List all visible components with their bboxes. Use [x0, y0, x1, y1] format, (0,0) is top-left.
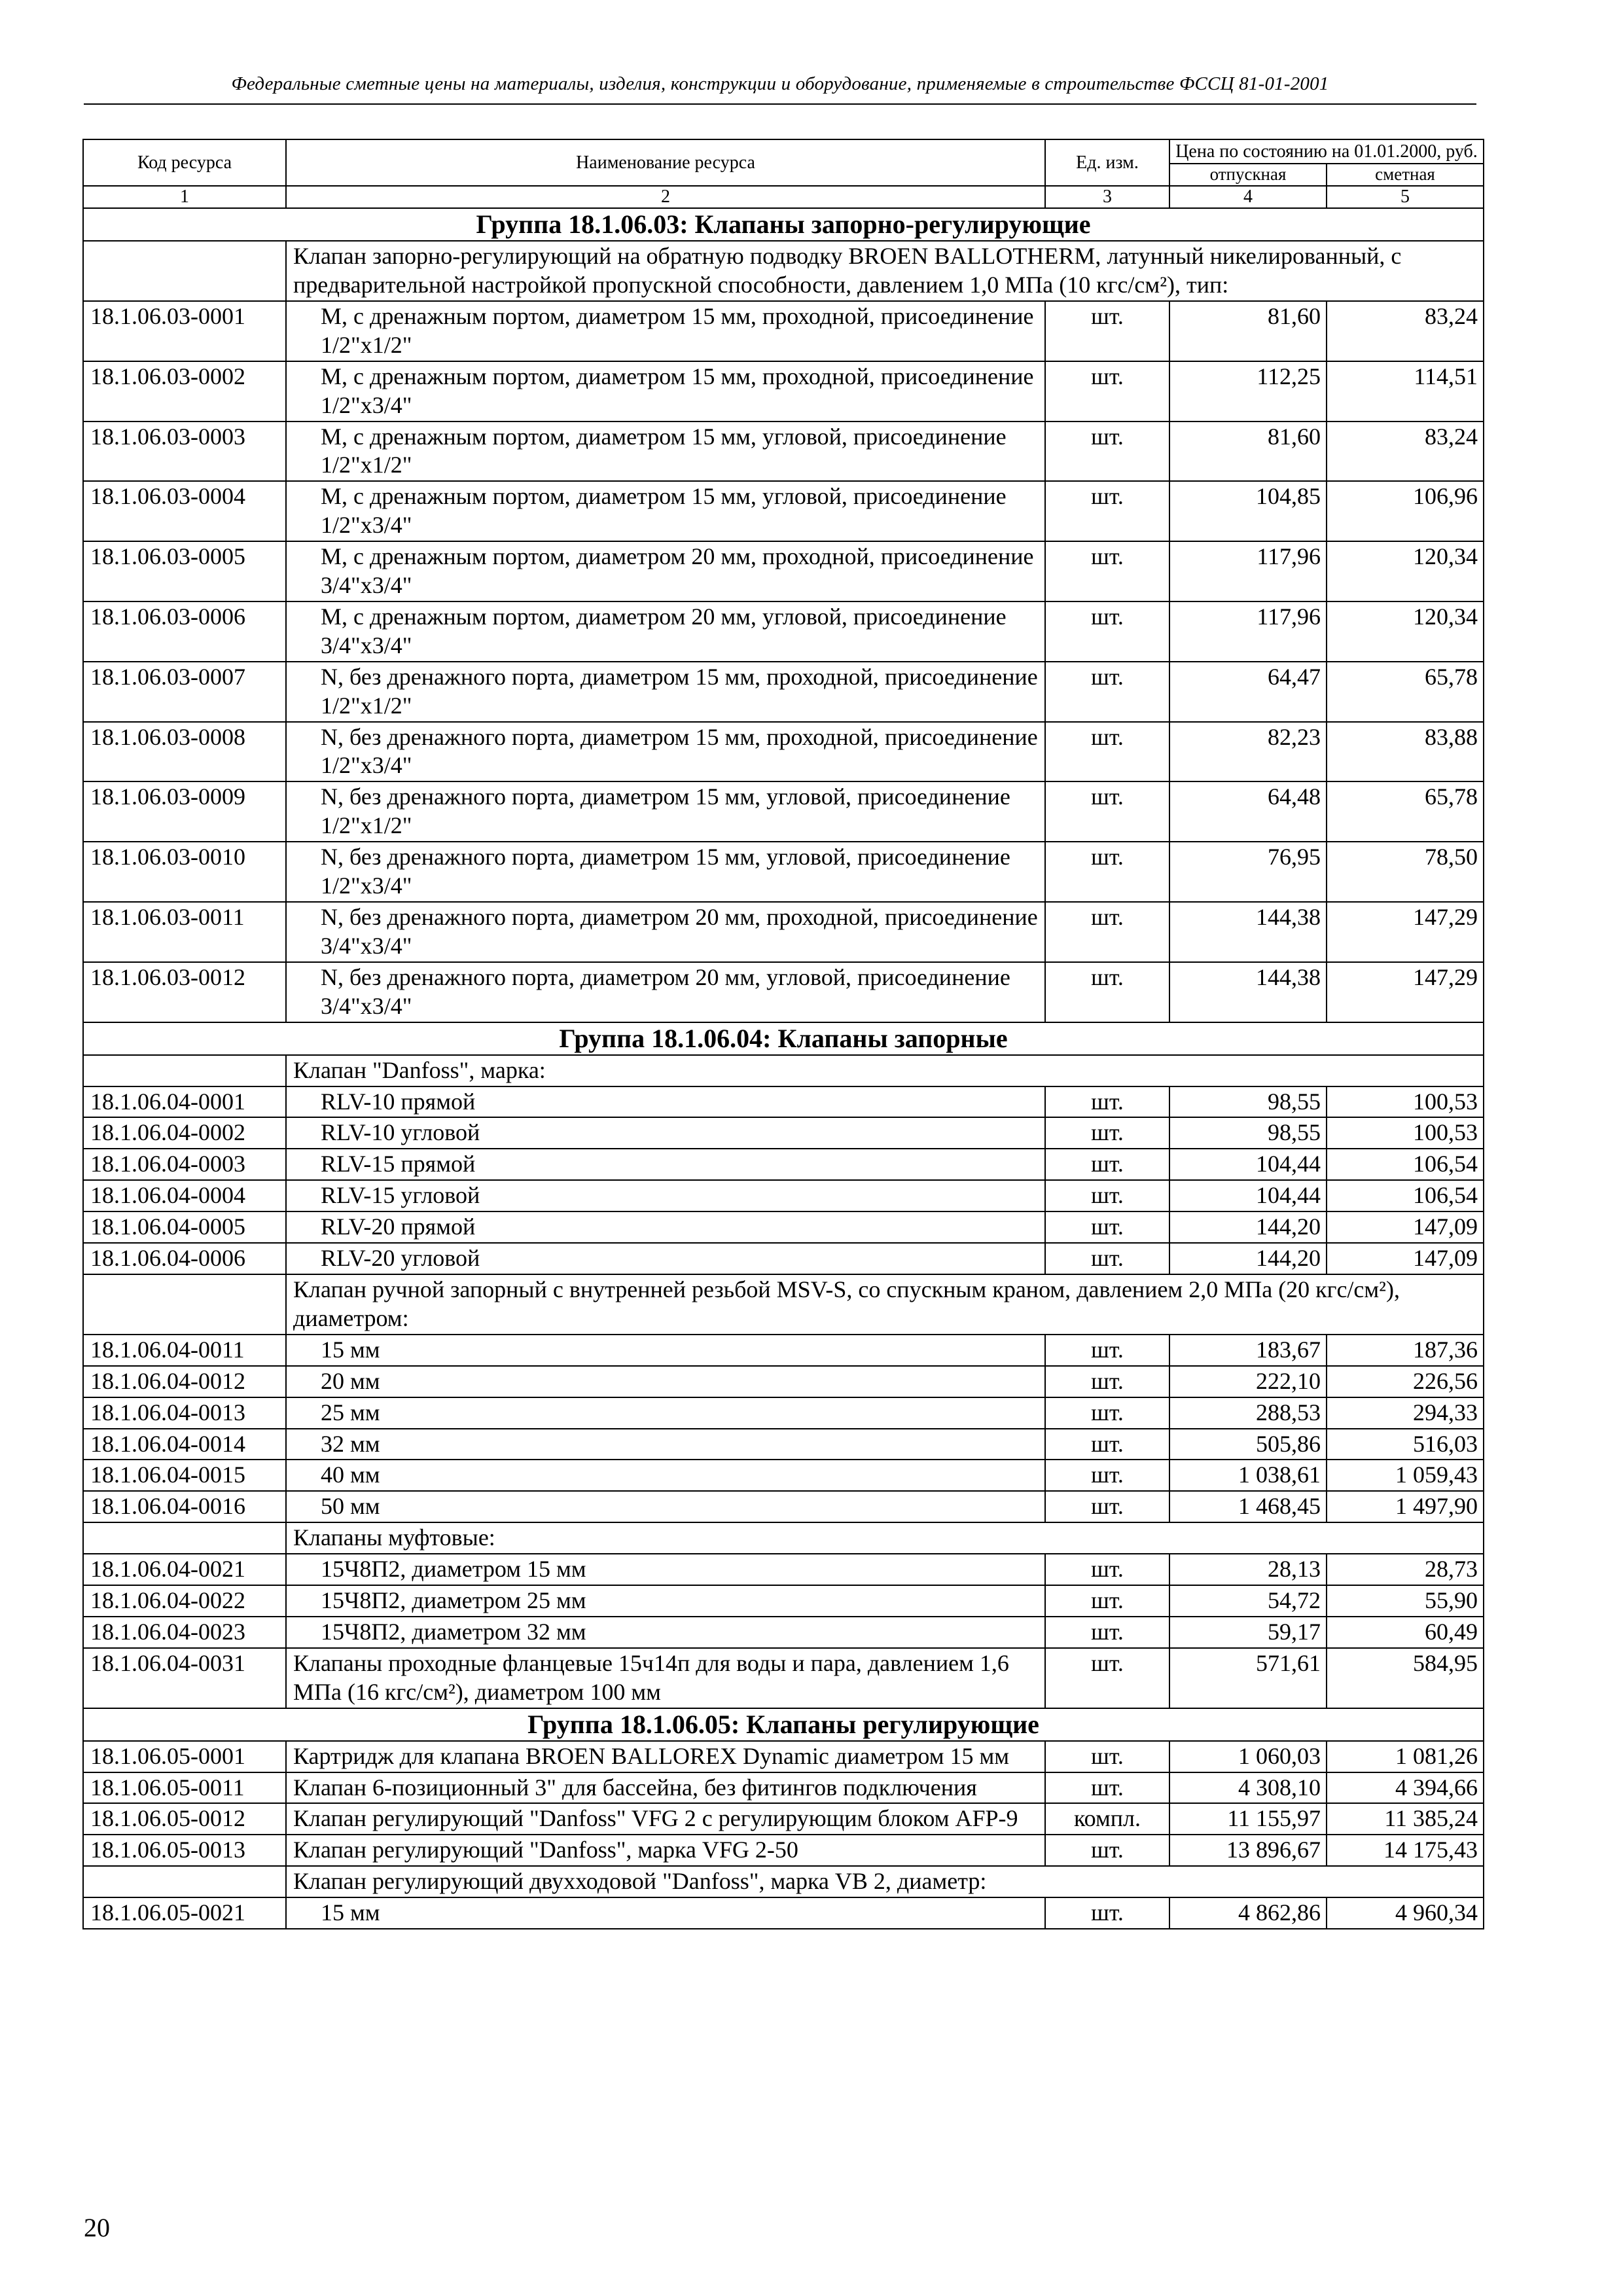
release-price: 144,38 — [1169, 962, 1327, 1022]
resource-code: 18.1.06.04-0003 — [83, 1149, 286, 1180]
resource-name: RLV-10 угловой — [286, 1117, 1045, 1149]
resource-code: 18.1.06.03-0003 — [83, 422, 286, 482]
resource-name: M, с дренажным портом, диаметром 15 мм, угловой, присоединение 1/2"x1/2" — [286, 422, 1045, 482]
resource-code: 18.1.06.04-0015 — [83, 1460, 286, 1491]
resource-code: 18.1.06.04-0005 — [83, 1211, 286, 1243]
column-header-unit: Ед. изм. — [1045, 139, 1169, 186]
unit-of-measure: шт. — [1045, 1897, 1169, 1929]
resource-code: 18.1.06.05-0011 — [83, 1772, 286, 1804]
unit-of-measure: шт. — [1045, 902, 1169, 962]
subgroup-intro-row — [83, 1274, 1484, 1335]
estimate-price: 584,95 — [1327, 1648, 1484, 1708]
table-row — [83, 781, 1484, 842]
table-row — [83, 1741, 1484, 1772]
estimate-price: 187,36 — [1327, 1335, 1484, 1366]
resource-name: RLV-20 прямой — [286, 1211, 1045, 1243]
release-price: 288,53 — [1169, 1397, 1327, 1429]
table-row — [83, 1585, 1484, 1617]
estimate-price: 147,09 — [1327, 1243, 1484, 1274]
estimate-price: 4 394,66 — [1327, 1772, 1484, 1804]
table-row — [83, 1397, 1484, 1429]
estimate-price: 60,49 — [1327, 1617, 1484, 1648]
table-row — [83, 1335, 1484, 1366]
table-row — [83, 541, 1484, 601]
estimate-price: 78,50 — [1327, 842, 1484, 902]
estimate-price: 28,73 — [1327, 1554, 1484, 1585]
subgroup-intro: Клапаны муфтовые: — [286, 1522, 1484, 1554]
unit-of-measure: шт. — [1045, 1772, 1169, 1804]
header-rule — [84, 103, 1476, 105]
resource-code: 18.1.06.04-0021 — [83, 1554, 286, 1585]
unit-of-measure: шт. — [1045, 1585, 1169, 1617]
release-price: 117,96 — [1169, 601, 1327, 662]
estimate-price: 65,78 — [1327, 662, 1484, 722]
release-price: 144,20 — [1169, 1243, 1327, 1274]
estimate-price: 147,09 — [1327, 1211, 1484, 1243]
release-price: 82,23 — [1169, 722, 1327, 782]
release-price: 28,13 — [1169, 1554, 1327, 1585]
column-header-release-price: отпускная — [1169, 164, 1327, 186]
table-row — [83, 1429, 1484, 1460]
release-price: 505,86 — [1169, 1429, 1327, 1460]
resource-name: M, с дренажным портом, диаметром 20 мм, угловой, присоединение 3/4"x3/4" — [286, 601, 1045, 662]
release-price: 222,10 — [1169, 1366, 1327, 1397]
resource-code: 18.1.06.03-0009 — [83, 781, 286, 842]
unit-of-measure: шт. — [1045, 1741, 1169, 1772]
resource-code: 18.1.06.04-0023 — [83, 1617, 286, 1648]
unit-of-measure: шт. — [1045, 301, 1169, 361]
estimate-price: 55,90 — [1327, 1585, 1484, 1617]
column-header-code: Код ресурса — [83, 139, 286, 186]
resource-name: Клапан регулирующий "Danfoss", марка VFG 2-50 — [286, 1835, 1045, 1866]
subgroup-intro-row — [83, 1055, 1484, 1086]
group-heading-row — [83, 208, 1484, 241]
subgroup-intro: Клапан регулирующий двухходовой "Danfoss", марка VB 2, диаметр: — [286, 1866, 1484, 1897]
estimate-price: 294,33 — [1327, 1397, 1484, 1429]
resource-name: RLV-10 прямой — [286, 1086, 1045, 1118]
resource-code: 18.1.06.04-0014 — [83, 1429, 286, 1460]
unit-of-measure: шт. — [1045, 662, 1169, 722]
table-row — [83, 1803, 1484, 1835]
estimate-price: 83,24 — [1327, 422, 1484, 482]
unit-of-measure: шт. — [1045, 1554, 1169, 1585]
release-price: 4 308,10 — [1169, 1772, 1327, 1804]
unit-of-measure: шт. — [1045, 1243, 1169, 1274]
estimate-price: 65,78 — [1327, 781, 1484, 842]
estimate-price: 114,51 — [1327, 361, 1484, 422]
unit-of-measure: шт. — [1045, 422, 1169, 482]
group-heading: Группа 18.1.06.05: Клапаны регулирующие — [83, 1708, 1484, 1741]
estimate-price: 516,03 — [1327, 1429, 1484, 1460]
table-row — [83, 1491, 1484, 1522]
release-price: 112,25 — [1169, 361, 1327, 422]
resource-name: N, без дренажного порта, диаметром 15 мм, проходной, присоединение 1/2"x1/2" — [286, 662, 1045, 722]
resource-name: M, с дренажным портом, диаметром 15 мм, проходной, присоединение 1/2"x3/4" — [286, 361, 1045, 422]
column-number: 3 — [1045, 186, 1169, 208]
resource-name: N, без дренажного порта, диаметром 15 мм, угловой, присоединение 1/2"x3/4" — [286, 842, 1045, 902]
release-price: 98,55 — [1169, 1117, 1327, 1149]
resource-name: Клапан регулирующий "Danfoss" VFG 2 с регулирующим блоком AFP-9 — [286, 1803, 1045, 1835]
estimate-price: 120,34 — [1327, 541, 1484, 601]
estimate-price: 100,53 — [1327, 1117, 1484, 1149]
resource-name: 15Ч8П2, диаметром 32 мм — [286, 1617, 1045, 1648]
estimate-price: 226,56 — [1327, 1366, 1484, 1397]
resource-code: 18.1.06.04-0013 — [83, 1397, 286, 1429]
release-price: 13 896,67 — [1169, 1835, 1327, 1866]
resource-name: M, с дренажным портом, диаметром 15 мм, угловой, присоединение 1/2"x3/4" — [286, 481, 1045, 541]
resource-name: N, без дренажного порта, диаметром 15 мм, проходной, присоединение 1/2"x3/4" — [286, 722, 1045, 782]
release-price: 98,55 — [1169, 1086, 1327, 1118]
resource-name: N, без дренажного порта, диаметром 15 мм, угловой, присоединение 1/2"x1/2" — [286, 781, 1045, 842]
resource-code: 18.1.06.04-0006 — [83, 1243, 286, 1274]
estimate-price: 1 497,90 — [1327, 1491, 1484, 1522]
resource-code: 18.1.06.04-0031 — [83, 1648, 286, 1708]
subgroup-intro: Клапан ручной запорный с внутренней резьбой MSV-S, со спускным краном, давлением 2,0 МПа (20 кгс/см²), диаметром: — [286, 1274, 1484, 1335]
unit-of-measure: шт. — [1045, 781, 1169, 842]
resource-name: 32 мм — [286, 1429, 1045, 1460]
table-row — [83, 1149, 1484, 1180]
unit-of-measure: шт. — [1045, 722, 1169, 782]
resource-name: M, с дренажным портом, диаметром 15 мм, проходной, присоединение 1/2"x1/2" — [286, 301, 1045, 361]
resource-name: 25 мм — [286, 1397, 1045, 1429]
release-price: 76,95 — [1169, 842, 1327, 902]
unit-of-measure: шт. — [1045, 1617, 1169, 1648]
empty-code-cell — [83, 1274, 286, 1335]
column-number: 1 — [83, 186, 286, 208]
release-price: 117,96 — [1169, 541, 1327, 601]
unit-of-measure: шт. — [1045, 1491, 1169, 1522]
table-row — [83, 1460, 1484, 1491]
resource-name: M, с дренажным портом, диаметром 20 мм, проходной, присоединение 3/4"x3/4" — [286, 541, 1045, 601]
column-header-price: Цена по состоянию на 01.01.2000, руб. — [1169, 139, 1484, 164]
resource-code: 18.1.06.03-0007 — [83, 662, 286, 722]
resource-code: 18.1.06.03-0001 — [83, 301, 286, 361]
resource-name: Клапаны проходные фланцевые 15ч14п для воды и пара, давлением 1,6 МПа (16 кгс/см²), диаметром 100 мм — [286, 1648, 1045, 1708]
resource-code: 18.1.06.05-0021 — [83, 1897, 286, 1929]
resource-code: 18.1.06.03-0012 — [83, 962, 286, 1022]
resource-code: 18.1.06.03-0005 — [83, 541, 286, 601]
resource-name: N, без дренажного порта, диаметром 20 мм, угловой, присоединение 3/4"x3/4" — [286, 962, 1045, 1022]
resource-code: 18.1.06.04-0004 — [83, 1180, 286, 1211]
unit-of-measure: шт. — [1045, 1211, 1169, 1243]
subgroup-intro-row — [83, 1522, 1484, 1554]
release-price: 1 038,61 — [1169, 1460, 1327, 1491]
unit-of-measure: шт. — [1045, 962, 1169, 1022]
unit-of-measure: шт. — [1045, 1117, 1169, 1149]
resource-name: 50 мм — [286, 1491, 1045, 1522]
table-row — [83, 1648, 1484, 1708]
estimate-price: 106,54 — [1327, 1149, 1484, 1180]
estimate-price: 83,24 — [1327, 301, 1484, 361]
release-price: 104,85 — [1169, 481, 1327, 541]
unit-of-measure: шт. — [1045, 481, 1169, 541]
unit-of-measure: шт. — [1045, 1335, 1169, 1366]
release-price: 104,44 — [1169, 1180, 1327, 1211]
table-row — [83, 1835, 1484, 1866]
resource-code: 18.1.06.03-0006 — [83, 601, 286, 662]
group-heading: Группа 18.1.06.03: Клапаны запорно-регулирующие — [83, 208, 1484, 241]
estimate-price: 120,34 — [1327, 601, 1484, 662]
table-row — [83, 962, 1484, 1022]
table-row — [83, 1366, 1484, 1397]
estimate-price: 4 960,34 — [1327, 1897, 1484, 1929]
release-price: 183,67 — [1169, 1335, 1327, 1366]
unit-of-measure: шт. — [1045, 1460, 1169, 1491]
resource-code: 18.1.06.04-0001 — [83, 1086, 286, 1118]
column-number-row — [83, 186, 1484, 208]
empty-code-cell — [83, 1522, 286, 1554]
unit-of-measure: шт. — [1045, 1835, 1169, 1866]
resource-name: 20 мм — [286, 1366, 1045, 1397]
release-price: 104,44 — [1169, 1149, 1327, 1180]
table-row — [83, 1117, 1484, 1149]
release-price: 64,47 — [1169, 662, 1327, 722]
table-row — [83, 1180, 1484, 1211]
table-row — [83, 1897, 1484, 1929]
unit-of-measure: шт. — [1045, 1397, 1169, 1429]
table-row — [83, 361, 1484, 422]
table-row — [83, 422, 1484, 482]
unit-of-measure: шт. — [1045, 1366, 1169, 1397]
release-price: 11 155,97 — [1169, 1803, 1327, 1835]
resource-code: 18.1.06.03-0008 — [83, 722, 286, 782]
unit-of-measure: шт. — [1045, 601, 1169, 662]
release-price: 64,48 — [1169, 781, 1327, 842]
release-price: 81,60 — [1169, 422, 1327, 482]
unit-of-measure: шт. — [1045, 1180, 1169, 1211]
table-row — [83, 722, 1484, 782]
unit-of-measure: шт. — [1045, 1086, 1169, 1118]
column-number: 2 — [286, 186, 1045, 208]
column-number: 4 — [1169, 186, 1327, 208]
table-row — [83, 662, 1484, 722]
release-price: 81,60 — [1169, 301, 1327, 361]
table-row — [83, 1086, 1484, 1118]
resource-code: 18.1.06.04-0016 — [83, 1491, 286, 1522]
table-row — [83, 481, 1484, 541]
page-number: 20 — [84, 2213, 110, 2242]
release-price: 571,61 — [1169, 1648, 1327, 1708]
empty-code-cell — [83, 241, 286, 301]
unit-of-measure: компл. — [1045, 1803, 1169, 1835]
table-row — [83, 1617, 1484, 1648]
table-row — [83, 1554, 1484, 1585]
unit-of-measure: шт. — [1045, 1648, 1169, 1708]
price-table — [82, 139, 1484, 1929]
resource-code: 18.1.06.05-0012 — [83, 1803, 286, 1835]
column-header-name: Наименование ресурса — [286, 139, 1045, 186]
unit-of-measure: шт. — [1045, 842, 1169, 902]
resource-code: 18.1.06.05-0001 — [83, 1741, 286, 1772]
resource-code: 18.1.06.04-0011 — [83, 1335, 286, 1366]
empty-code-cell — [83, 1055, 286, 1086]
column-number: 5 — [1327, 186, 1484, 208]
resource-code: 18.1.06.03-0010 — [83, 842, 286, 902]
estimate-price: 106,54 — [1327, 1180, 1484, 1211]
estimate-price: 83,88 — [1327, 722, 1484, 782]
unit-of-measure: шт. — [1045, 541, 1169, 601]
estimate-price: 1 059,43 — [1327, 1460, 1484, 1491]
group-heading-row — [83, 1022, 1484, 1055]
unit-of-measure: шт. — [1045, 1429, 1169, 1460]
resource-name: 15 мм — [286, 1897, 1045, 1929]
resource-name: 15Ч8П2, диаметром 25 мм — [286, 1585, 1045, 1617]
resource-name: RLV-15 угловой — [286, 1180, 1045, 1211]
document-header: Федеральные сметные цены на материалы, изделия, конструкции и оборудование, применяемые в строительстве ФССЦ 81-01-2001 — [231, 73, 1329, 94]
release-price: 1 060,03 — [1169, 1741, 1327, 1772]
resource-code: 18.1.06.03-0011 — [83, 902, 286, 962]
resource-name: 40 мм — [286, 1460, 1045, 1491]
release-price: 4 862,86 — [1169, 1897, 1327, 1929]
column-header-estimate-price: сметная — [1327, 164, 1484, 186]
resource-name: RLV-15 прямой — [286, 1149, 1045, 1180]
estimate-price: 14 175,43 — [1327, 1835, 1484, 1866]
unit-of-measure: шт. — [1045, 361, 1169, 422]
table-body — [83, 208, 1484, 1929]
table-row — [83, 1211, 1484, 1243]
release-price: 1 468,45 — [1169, 1491, 1327, 1522]
release-price: 144,38 — [1169, 902, 1327, 962]
estimate-price: 100,53 — [1327, 1086, 1484, 1118]
resource-code: 18.1.06.04-0002 — [83, 1117, 286, 1149]
estimate-price: 147,29 — [1327, 962, 1484, 1022]
resource-code: 18.1.06.03-0004 — [83, 481, 286, 541]
subgroup-intro: Клапан "Danfoss", марка: — [286, 1055, 1484, 1086]
unit-of-measure: шт. — [1045, 1149, 1169, 1180]
group-heading-row — [83, 1708, 1484, 1741]
resource-name: Клапан 6-позиционный 3" для бассейна, без фитингов подключения — [286, 1772, 1045, 1804]
resource-code: 18.1.06.04-0012 — [83, 1366, 286, 1397]
estimate-price: 1 081,26 — [1327, 1741, 1484, 1772]
resource-name: RLV-20 угловой — [286, 1243, 1045, 1274]
resource-name: Картридж для клапана BROEN BALLOREX Dynamic диаметром 15 мм — [286, 1741, 1045, 1772]
table-row — [83, 301, 1484, 361]
resource-name: 15Ч8П2, диаметром 15 мм — [286, 1554, 1045, 1585]
estimate-price: 106,96 — [1327, 481, 1484, 541]
table-row — [83, 1772, 1484, 1804]
subgroup-intro: Клапан запорно-регулирующий на обратную подводку BROEN BALLOTHERM, латунный никелированный, с предварительной настройкой пропускной способности, давлением 1,0 МПа (10 кгс/см²), тип: — [286, 241, 1484, 301]
resource-name: N, без дренажного порта, диаметром 20 мм, проходной, присоединение 3/4"x3/4" — [286, 902, 1045, 962]
release-price: 144,20 — [1169, 1211, 1327, 1243]
table-row — [83, 1243, 1484, 1274]
table-row — [83, 902, 1484, 962]
subgroup-intro-row — [83, 241, 1484, 301]
estimate-price: 147,29 — [1327, 902, 1484, 962]
empty-code-cell — [83, 1866, 286, 1897]
resource-code: 18.1.06.03-0002 — [83, 361, 286, 422]
release-price: 54,72 — [1169, 1585, 1327, 1617]
group-heading: Группа 18.1.06.04: Клапаны запорные — [83, 1022, 1484, 1055]
table-row — [83, 842, 1484, 902]
resource-name: 15 мм — [286, 1335, 1045, 1366]
resource-code: 18.1.06.05-0013 — [83, 1835, 286, 1866]
estimate-price: 11 385,24 — [1327, 1803, 1484, 1835]
release-price: 59,17 — [1169, 1617, 1327, 1648]
subgroup-intro-row — [83, 1866, 1484, 1897]
table-row — [83, 601, 1484, 662]
resource-code: 18.1.06.04-0022 — [83, 1585, 286, 1617]
